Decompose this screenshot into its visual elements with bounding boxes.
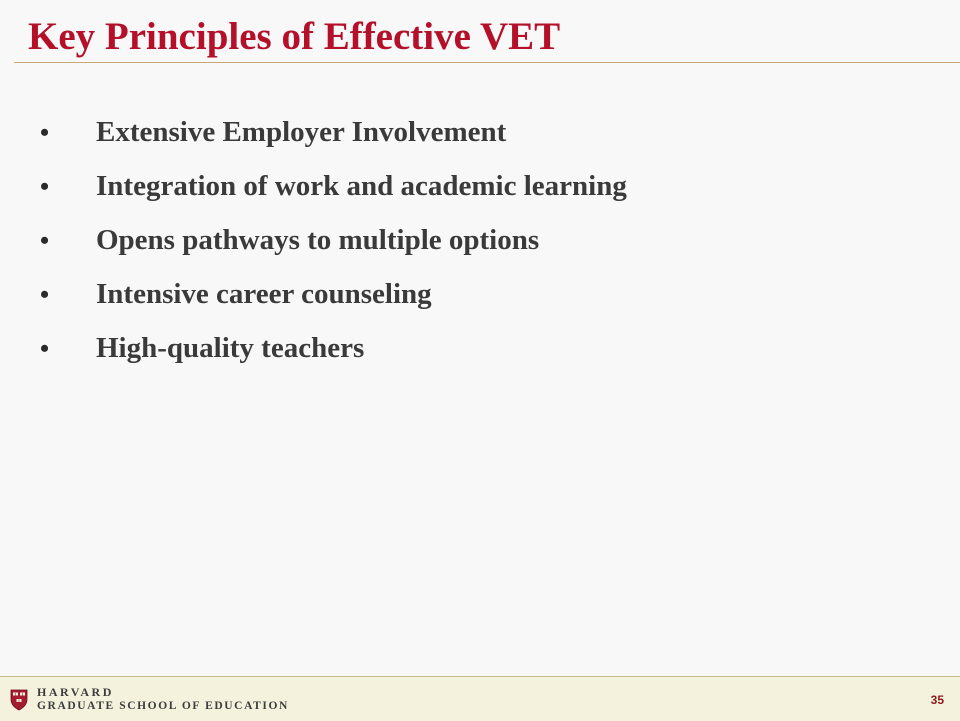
bullet-text: Extensive Employer Involvement — [96, 116, 507, 148]
bullet-marker: • — [40, 172, 50, 201]
bullet-item — [40, 270, 627, 324]
bullet-list — [40, 108, 627, 378]
bullet-marker: • — [40, 226, 50, 255]
page-number: 35 — [930, 693, 944, 707]
slide-title: Key Principles of Effective VET — [28, 15, 561, 58]
title-divider — [14, 62, 960, 63]
bullet-marker: • — [40, 118, 50, 147]
brand-line-harvard: HARVARD — [37, 685, 114, 699]
harvard-shield-icon — [10, 689, 28, 711]
bullet-text: Integration of work and academic learning — [96, 170, 627, 202]
institution-wordmark — [37, 685, 289, 714]
bullet-item — [40, 108, 627, 162]
slide-footer — [0, 676, 960, 721]
bullet-text: High-quality teachers — [96, 332, 365, 364]
bullet-item — [40, 162, 627, 216]
bullet-item — [40, 324, 627, 378]
bullet-text: Intensive career counseling — [96, 278, 432, 310]
bullet-marker: • — [40, 280, 50, 309]
bullet-item — [40, 216, 627, 270]
bullet-marker: • — [40, 334, 50, 363]
bullet-text: Opens pathways to multiple options — [96, 224, 540, 256]
brand-line-school: GRADUATE SCHOOL OF EDUCATION — [37, 700, 289, 712]
